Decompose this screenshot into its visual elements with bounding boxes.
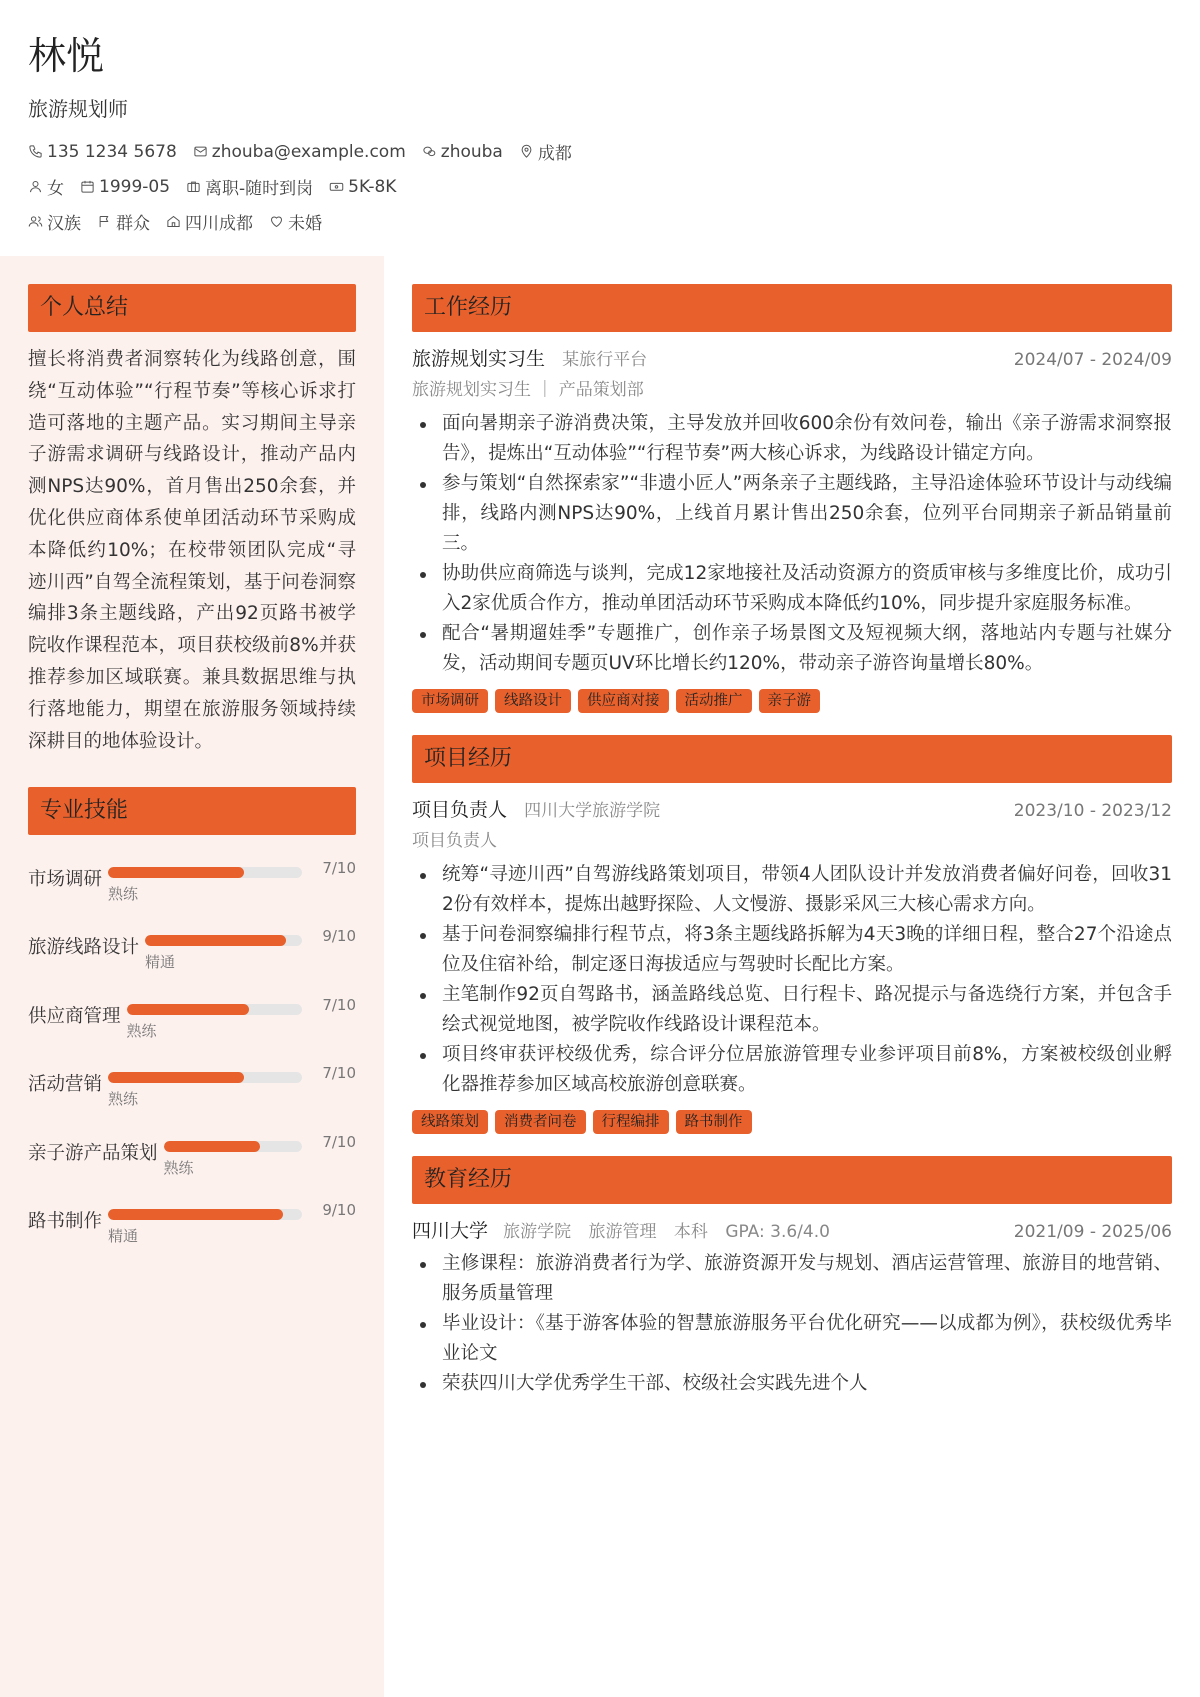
wechat-text: zhouba [440, 141, 503, 162]
banknote-icon [329, 179, 344, 194]
status-item [186, 174, 313, 199]
gender-item [28, 174, 64, 199]
education-section-title: 教育经历 [412, 1156, 1172, 1204]
work-tags [412, 689, 1172, 713]
project-bullets [412, 860, 1172, 1100]
work-section-title: 工作经历 [412, 284, 1172, 332]
phone-icon [28, 144, 43, 159]
status-text: 离职-随时到岗 [205, 179, 314, 199]
work-date: 2024/07 - 2024/09 [1013, 350, 1172, 370]
skill-meter [145, 917, 356, 975]
list-item: 毕业设计：《基于游客体验的智慧旅游服务平台优化研究——以成都为例》，获校级优秀毕业论文 [412, 1309, 1172, 1369]
skill-name: 市场调研 [28, 868, 103, 890]
list-item: 参与策划“自然探索家”“非遗小匠人”两条亲子主题线路，主导沿途体验环节设计与动线编排，线路内测NPS达90%，上线首月累计售出250余套，位列平台同期亲子新品销量前三。 [412, 469, 1172, 559]
list-item: 基于问卷洞察编排行程节点，将3条主题线路拆解为4天3晚的详细日程，整合27个沿途点位及住宿补给，制定逐日海拔适应与驾驶时长配比方案。 [412, 920, 1172, 980]
skill-name: 供应商管理 [28, 1005, 121, 1027]
skill-meter [108, 1054, 356, 1112]
location-item [519, 139, 572, 164]
wechat-item [422, 142, 503, 162]
project-section-title: 项目经历 [412, 735, 1172, 783]
flag-icon [97, 214, 112, 229]
tag: 线路设计 [495, 689, 571, 713]
skill-meter [127, 986, 356, 1044]
left-column [28, 284, 356, 1254]
skill-bar-fill [108, 1072, 244, 1083]
skill-bar-track [164, 1141, 302, 1152]
skill-row [28, 912, 356, 981]
candidate-name: 林悦 [28, 34, 105, 78]
skill-level: 熟练 [126, 1021, 157, 1040]
politics-item [97, 209, 150, 234]
hometown-text: 四川成都 [185, 214, 253, 234]
skills-list [28, 843, 356, 1254]
skill-score: 7/10 [322, 1064, 356, 1083]
project-entry-header [412, 795, 1172, 822]
list-item: 统筹“寻迹川西”自驾游线路策划项目，带领4人团队设计并发放消费者偏好问卷，回收312份有效样本，提炼出越野探险、人文慢游、摄影采风三大核心需求方向。 [412, 860, 1172, 920]
education-gpa: GPA: 3.6/4.0 [725, 1222, 830, 1242]
salary-item [329, 177, 396, 197]
list-item: 面向暑期亲子游消费决策，主导发放并回收600余份有效问卷，输出《亲子游需求洞察报告》，提炼出“互动体验”“行程节奏”两大核心诉求，为线路设计锚定方向。 [412, 409, 1172, 469]
tag: 供应商对接 [578, 689, 669, 713]
skill-bar-track [145, 935, 302, 946]
work-bullets [412, 409, 1172, 679]
tag: 路书制作 [676, 1110, 752, 1134]
summary-text: 擅长将消费者洞察转化为线路创意，围绕“互动体验”“行程节奏”等核心诉求打造可落地的主题产品。实习期间主导亲子游需求调研与线路设计，推动产品内测NPS达90%，首月售出250余套，并优化供应商体系使单团活动环节采购成本降低约10%；在校带领团队完成“寻迹川西”自驾全流程策划，基于问卷洞察编排3条主题线路，产出92页路书被学院收作课程范本，项目获校级前8%并获推荐参加区域联赛。兼具数据思维与执行落地能力，期望在旅游服务领域持续深耕目的地体验设计。 [28, 349, 356, 752]
work-position: 旅游规划实习生 [412, 348, 546, 370]
skill-name: 亲子游产品策划 [28, 1142, 158, 1164]
skill-bar-track [108, 1072, 302, 1083]
skill-level: 精通 [108, 1227, 139, 1246]
list-item: 协助供应商筛选与谈判，完成12家地接社及活动资源方的资质审核与多维度比价，成功引入2家优质合作方，推动单团活动环节采购成本降低约10%，同步提升家庭服务标准。 [412, 559, 1172, 619]
gender-text: 女 [47, 179, 64, 199]
email-item [193, 142, 406, 162]
heart-icon [269, 214, 284, 229]
tag: 行程编排 [593, 1110, 669, 1134]
project-org: 四川大学旅游学院 [524, 801, 661, 821]
skill-score: 7/10 [322, 1132, 356, 1151]
education-bullets [412, 1249, 1172, 1399]
education-major: 旅游管理 [588, 1222, 657, 1242]
tag: 亲子游 [759, 689, 821, 713]
tag: 市场调研 [412, 689, 488, 713]
summary-section-title: 个人总结 [28, 284, 356, 332]
project-date: 2023/10 - 2023/12 [1013, 801, 1172, 821]
skill-bar-track [108, 1209, 302, 1220]
skill-level: 熟练 [108, 884, 139, 903]
skill-level: 熟练 [108, 1090, 139, 1109]
candidate-role: 旅游规划师 [28, 97, 128, 121]
education-college: 旅游学院 [503, 1222, 572, 1242]
list-item: 主笔制作92页自驾路书，涵盖路线总览、日行程卡、路况提示与备选绕行方案，并包含手绘式视觉地图，被学院收作线路设计课程范本。 [412, 980, 1172, 1040]
skill-name: 旅游线路设计 [28, 937, 140, 959]
skill-meter [108, 1191, 356, 1249]
list-item: 项目终审获评校级优秀，综合评分位居旅游管理专业参评项目前8%，方案被校级创业孵化器推荐参加区域高校旅游创意联赛。 [412, 1040, 1172, 1100]
users-icon [28, 214, 43, 229]
tag: 线路策划 [412, 1110, 488, 1134]
project-position: 项目负责人 [412, 799, 508, 821]
education-degree: 本科 [673, 1222, 708, 1242]
skill-score: 9/10 [322, 927, 356, 946]
skill-bar-fill [145, 935, 286, 946]
resume-header [28, 28, 1168, 235]
list-item: 主修课程：旅游消费者行为学、旅游资源开发与规划、酒店运营管理、旅游目的地营销、服务质量管理 [412, 1249, 1172, 1309]
skill-bar-fill [127, 1004, 250, 1015]
skill-row [28, 1117, 356, 1186]
phone-text: 135 1234 5678 [47, 141, 177, 162]
location-text: 成都 [537, 144, 572, 164]
skill-bar-fill [108, 1209, 283, 1220]
work-company: 某旅行平台 [562, 350, 648, 370]
politics-text: 群众 [116, 214, 150, 234]
skill-meter [164, 1123, 356, 1181]
right-column [412, 284, 1172, 1399]
mail-icon [193, 144, 208, 159]
tag: 消费者问卷 [495, 1110, 586, 1134]
birth-text: 1999-05 [99, 176, 171, 197]
skill-score: 7/10 [322, 858, 356, 877]
calendar-icon [80, 179, 95, 194]
skill-level: 熟练 [163, 1158, 194, 1177]
work-entry-header [412, 344, 1172, 371]
skill-bar-fill [164, 1141, 261, 1152]
education-school: 四川大学 [412, 1220, 489, 1242]
contact-row [28, 138, 1168, 165]
skill-name: 路书制作 [28, 1211, 103, 1233]
skill-bar-fill [108, 867, 244, 878]
briefcase-icon [186, 179, 201, 194]
skill-row [28, 980, 356, 1049]
salary-text: 5K-8K [348, 176, 397, 197]
wechat-icon [422, 144, 437, 159]
skill-level: 精通 [145, 953, 176, 972]
skill-row [28, 843, 356, 912]
skill-meter [108, 849, 356, 907]
work-subtitle: 旅游规划实习生 ｜ 产品策划部 [412, 380, 644, 400]
list-item: 荣获四川大学优秀学生干部、校级社会实践先进个人 [412, 1369, 1172, 1399]
tag: 活动推广 [676, 689, 752, 713]
home-icon [166, 214, 181, 229]
user-icon [28, 179, 43, 194]
hometown-item [166, 209, 253, 234]
skill-bar-track [127, 1004, 302, 1015]
project-subtitle: 项目负责人 [412, 831, 497, 851]
phone-item [28, 142, 177, 162]
email-text: zhouba@example.com [211, 141, 406, 162]
skill-name: 活动营销 [28, 1074, 103, 1096]
skill-score: 9/10 [322, 1201, 356, 1220]
skill-row [28, 1049, 356, 1118]
marital-text: 未婚 [288, 214, 322, 234]
birth-item [80, 177, 170, 197]
background-row [28, 208, 1168, 235]
education-meta [503, 1222, 842, 1242]
ethnicity-text: 汉族 [47, 214, 81, 234]
personal-row [28, 173, 1168, 200]
ethnicity-item [28, 209, 81, 234]
list-item: 配合“暑期遛娃季”专题推广，创作亲子场景图文及短视频大纲，落地站内专题与社媒分发，活动期间专题页UV环比增长约120%，带动亲子游咨询量增长80%。 [412, 619, 1172, 679]
project-tags [412, 1110, 1172, 1134]
skill-bar-track [108, 867, 302, 878]
education-date: 2021/09 - 2025/06 [1013, 1222, 1172, 1242]
education-entry-header [412, 1216, 1172, 1243]
skill-row [28, 1186, 356, 1255]
location-pin-icon [519, 144, 534, 159]
skill-score: 7/10 [322, 995, 356, 1014]
skills-section-title: 专业技能 [28, 787, 356, 835]
marital-item [269, 209, 322, 234]
